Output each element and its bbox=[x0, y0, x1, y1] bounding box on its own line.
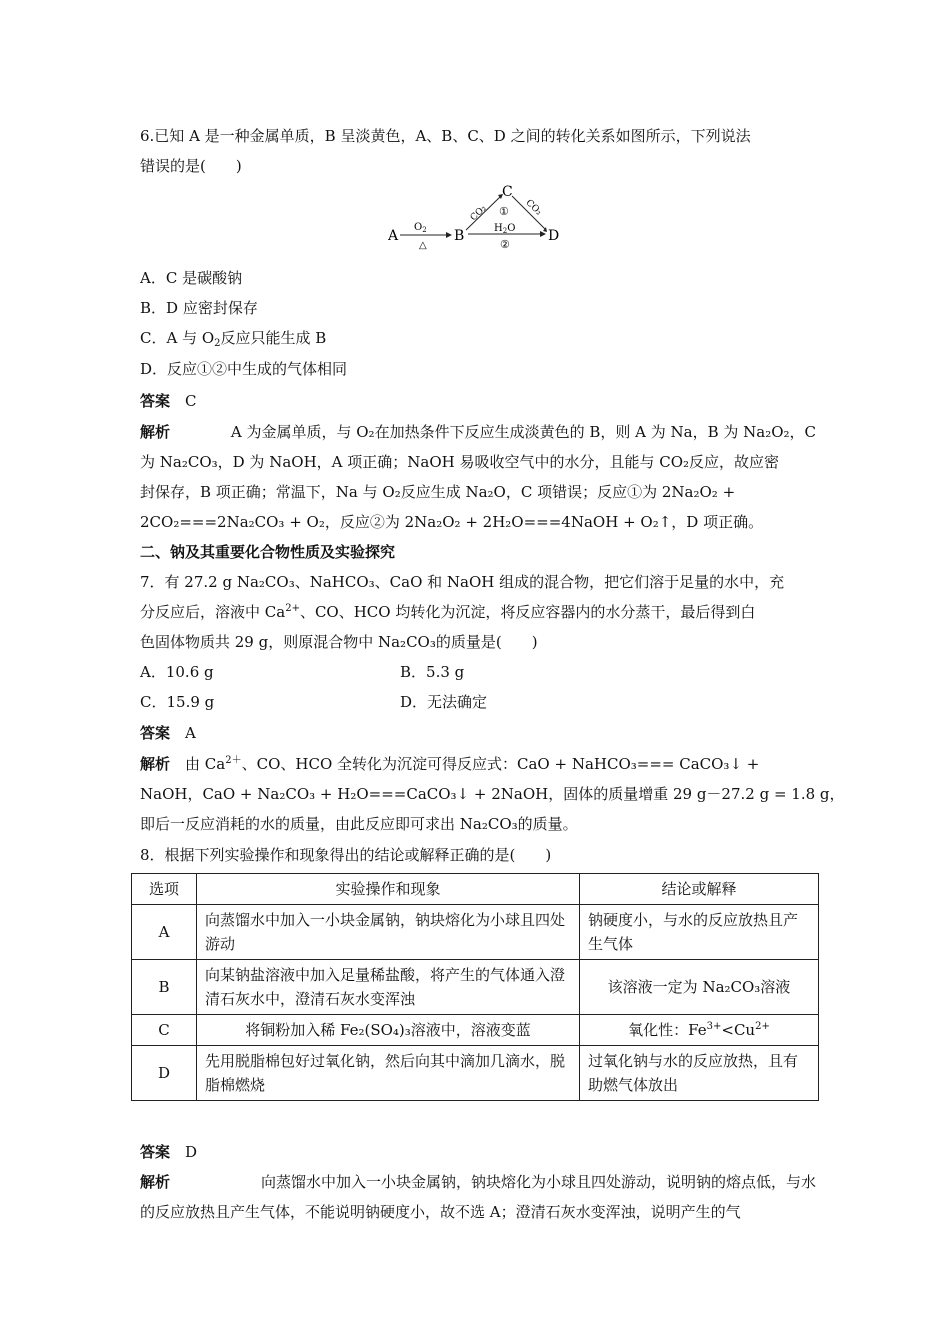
q6-option-d: D．反应①②中生成的气体相同 bbox=[140, 360, 348, 378]
diagram-reaction-1: ① bbox=[499, 205, 509, 218]
q8-answer bbox=[140, 1142, 197, 1162]
diagram-node-d: D bbox=[548, 228, 560, 244]
answer-value: D bbox=[185, 1143, 198, 1161]
table-header-row bbox=[132, 874, 819, 905]
q6-stem-line-2: 错误的是( ) bbox=[140, 157, 242, 175]
q6-analysis-line-4: 2CO₂===2Na₂CO₃ + O₂，反应②为 2Na₂O₂ + 2H₂O===4NaOH + O₂↑，D 项正确。 bbox=[140, 513, 764, 531]
diagram-node-b: B bbox=[454, 228, 465, 244]
table-row bbox=[132, 1015, 819, 1046]
row-option: B bbox=[132, 960, 197, 1015]
diagram-node-c: C bbox=[502, 184, 513, 200]
answer-label: 答案 bbox=[140, 1143, 171, 1161]
arrow-b-d-head bbox=[540, 231, 546, 237]
row-conclusion: 氧化性：$Fe^{3+}<Cu^{2+}$ bbox=[580, 1015, 819, 1046]
diagram-reaction-2: ② bbox=[500, 238, 510, 251]
row-conclusion: 过氧化钠与水的反应放热，且有助燃气体放出 bbox=[580, 1046, 819, 1101]
diagram-heat-label: △ bbox=[419, 240, 427, 251]
q7-option-c: C．15.9 g bbox=[140, 693, 215, 711]
table-header-conclusion: 结论或解释 bbox=[580, 874, 819, 905]
table-row bbox=[132, 1046, 819, 1101]
row-conclusion: 该溶液一定为 Na₂CO₃溶液 bbox=[580, 960, 819, 1015]
q6-option-c: C．A 与 $O_2$反应只能生成 B bbox=[140, 329, 327, 349]
row-operation: 先用脱脂棉包好过氧化钠，然后向其中滴加几滴水，脱脂棉燃烧 bbox=[197, 1046, 580, 1101]
q8-analysis-line-2: 的反应放热且产生气体，不能说明钠硬度小，故不选 A；澄清石灰水变浑浊，说明产生的气 bbox=[140, 1203, 741, 1221]
row-operation: 将铜粉加入稀 Fe₂(SO₄)₃溶液中，溶液变蓝 bbox=[197, 1015, 580, 1046]
q7-analysis-line-3: 即后一反应消耗的水的质量，由此反应即可求出 Na₂CO₃的质量。 bbox=[140, 815, 578, 833]
q6-option-b: B．D 应密封保存 bbox=[140, 299, 258, 317]
diagram-node-a: A bbox=[388, 228, 399, 244]
arrow-a-b-head bbox=[446, 232, 452, 238]
row-conclusion: 钠硬度小，与水的反应放热且产生气体 bbox=[580, 905, 819, 960]
q6-answer bbox=[140, 391, 197, 411]
section-2-title: 二、钠及其重要化合物性质及实验探究 bbox=[140, 543, 396, 561]
diagram-h2o-label: $H_2O$ bbox=[494, 223, 516, 235]
row-option: C bbox=[132, 1015, 197, 1046]
q7-analysis-line-1: 解析 由 $Ca^{2+}$、CO、HCO 全转化为沉淀可得反应式：CaO + NaHCO₃=== CaCO₃↓ + bbox=[140, 755, 760, 773]
q7-analysis-line-2: NaOH，CaO + Na₂CO₃ + H₂O===CaCO₃↓ + 2NaOH，固体的质量增重 29 g－27.2 g = 1.8 g， bbox=[140, 785, 845, 803]
answer-label: 答案 bbox=[140, 392, 171, 410]
q6-analysis-line-2: 为 Na₂CO₃，D 为 NaOH，A 项正确；NaOH 易吸收空气中的水分，且能与 CO₂反应，故应密 bbox=[140, 453, 780, 471]
q8-stem: 8．根据下列实验操作和现象得出的结论或解释正确的是( ) bbox=[140, 846, 552, 864]
q6-stem-line-1: 6.已知 A 是一种金属单质，B 呈淡黄色，A、B、C、D 之间的转化关系如图所示，下列说法 bbox=[140, 127, 751, 145]
q6-option-a: A．C 是碳酸钠 bbox=[140, 269, 243, 287]
row-operation: 向某钠盐溶液中加入足量稀盐酸，将产生的气体通入澄清石灰水中，澄清石灰水变浑浊 bbox=[197, 960, 580, 1015]
q7-option-a: A．10.6 g bbox=[140, 663, 214, 681]
diagram-co2-left: CO₂ bbox=[468, 203, 489, 224]
q6-analysis-line-1: 解析 A 为金属单质，与 O₂在加热条件下反应生成淡黄色的 B，则 A 为 Na，B 为 Na₂O₂，C bbox=[140, 423, 816, 441]
q8-analysis-line-1: 解析 向蒸馏水中加入一小块金属钠，钠块熔化为小球且四处游动，说明钠的熔点低，与水 bbox=[140, 1173, 816, 1191]
q7-option-b: B．5.3 g bbox=[400, 663, 465, 681]
q6-conversion-diagram bbox=[388, 182, 568, 252]
q7-stem-line-2: 分反应后，溶液中 $Ca^{2+}$、CO、HCO 均转化为沉淀，将反应容器内的水分蒸干，最后得到白 bbox=[140, 603, 756, 621]
answer-label: 答案 bbox=[140, 724, 171, 742]
diagram-co2-right: CO₂ bbox=[523, 197, 544, 218]
table-row bbox=[132, 905, 819, 960]
q7-stem-line-3: 色固体物质共 29 g，则原混合物中 Na₂CO₃的质量是( ) bbox=[140, 633, 538, 651]
q7-stem-line-1: 7．有 27.2 g Na₂CO₃、NaHCO₃、CaO 和 NaOH 组成的混合物，把它们溶于足量的水中，充 bbox=[140, 573, 785, 591]
row-operation: 向蒸馏水中加入一小块金属钠，钠块熔化为小球且四处游动 bbox=[197, 905, 580, 960]
row-option: A bbox=[132, 905, 197, 960]
analysis-label: 解析 bbox=[140, 755, 171, 773]
analysis-label: 解析 bbox=[140, 1173, 171, 1191]
table-header-option: 选项 bbox=[132, 874, 197, 905]
analysis-label: 解析 bbox=[140, 423, 171, 441]
answer-value: C bbox=[185, 392, 197, 410]
diagram-o2-label: $O_2$ bbox=[414, 222, 427, 234]
q7-answer bbox=[140, 723, 196, 743]
table-row bbox=[132, 960, 819, 1015]
row-option: D bbox=[132, 1046, 197, 1101]
table-header-operation: 实验操作和现象 bbox=[197, 874, 580, 905]
q7-option-d: D．无法确定 bbox=[400, 693, 488, 711]
q6-analysis-line-3: 封保存，B 项正确；常温下，Na 与 O₂反应生成 Na₂O，C 项错误；反应①为 2Na₂O₂ + bbox=[140, 483, 736, 501]
answer-value: A bbox=[185, 724, 196, 742]
q8-table bbox=[131, 873, 819, 1101]
